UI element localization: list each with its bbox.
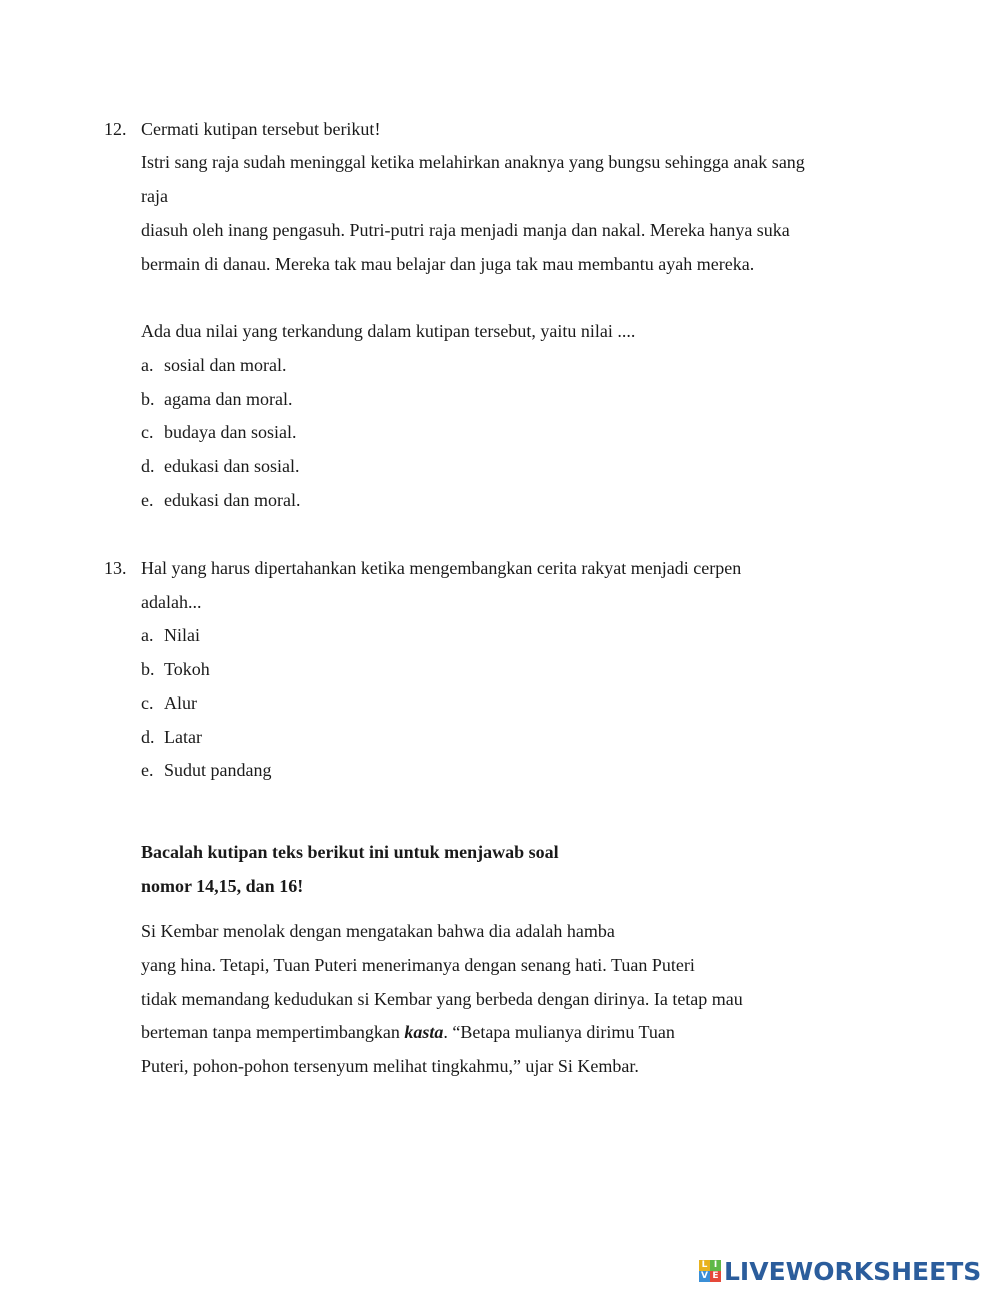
option-letter: e. [141,490,154,510]
question-12-number: 12. [104,119,127,139]
logo-tile: E [710,1271,721,1282]
passage-line: raja [141,186,168,206]
passage-line: diasuh oleh inang pengasuh. Putri-putri raja menjadi manja dan nakal. Mereka hanya suka [141,220,790,240]
option-text: agama dan moral. [164,389,293,409]
option-text: Tokoh [164,659,210,679]
option-text: edukasi dan moral. [164,490,301,510]
option-letter: c. [141,422,154,442]
reading-heading: Bacalah kutipan teks berikut ini untuk menjawab soal [141,842,559,862]
option-letter: b. [141,389,155,409]
option-letter: a. [141,625,154,645]
option-text: Latar [164,727,202,747]
option-text: Alur [164,693,197,713]
logo-tile: I [710,1260,721,1271]
question-12-prompt: Cermati kutipan tersebut berikut! [141,119,381,139]
reading-line: Si Kembar menolak dengan mengatakan bahwa dia adalah hamba [141,921,615,941]
option-text: Nilai [164,625,200,645]
brand-name: LIVEWORKSHEETS [724,1256,982,1286]
option-letter: e. [141,760,154,780]
passage-line: bermain di danau. Mereka tak mau belajar dan juga tak mau membantu ayah mereka. [141,254,755,274]
liveworksheets-logo-icon [699,1260,721,1282]
reading-text: berteman tanpa mempertimbangkan [141,1022,405,1042]
option-letter: d. [141,727,155,747]
emphasized-word: kasta [404,1022,444,1042]
reading-heading: nomor 14,15, dan 16! [141,876,304,896]
logo-tile: V [699,1271,710,1282]
passage-line: Istri sang raja sudah meninggal ketika melahirkan anaknya yang bungsu sehingga anak sang [141,152,805,172]
option-letter: d. [141,456,155,476]
question-12-text: Ada dua nilai yang terkandung dalam kutipan tersebut, yaitu nilai .... [141,321,636,341]
reading-line: tidak memandang kedudukan si Kembar yang berbeda dengan dirinya. Ia tetap mau [141,989,743,1009]
question-13-text: Hal yang harus dipertahankan ketika mengembangkan cerita rakyat menjadi cerpen [141,558,742,578]
option-text: Sudut pandang [164,760,272,780]
reading-line: Puteri, pohon-pohon tersenyum melihat tingkahmu,” ujar Si Kembar. [141,1056,639,1076]
question-13-number: 13. [104,558,127,578]
option-letter: b. [141,659,155,679]
question-13-text: adalah... [141,592,202,612]
reading-line: yang hina. Tetapi, Tuan Puteri menerimanya dengan senang hati. Tuan Puteri [141,955,695,975]
option-text: sosial dan moral. [164,355,287,375]
reading-text: . “Betapa mulianya dirimu Tuan [443,1022,675,1042]
option-letter: c. [141,693,154,713]
option-text: edukasi dan sosial. [164,456,300,476]
reading-line [141,1021,675,1043]
liveworksheets-brand [699,1256,981,1286]
logo-tile: L [699,1260,710,1271]
option-text: budaya dan sosial. [164,422,297,442]
option-letter: a. [141,355,154,375]
